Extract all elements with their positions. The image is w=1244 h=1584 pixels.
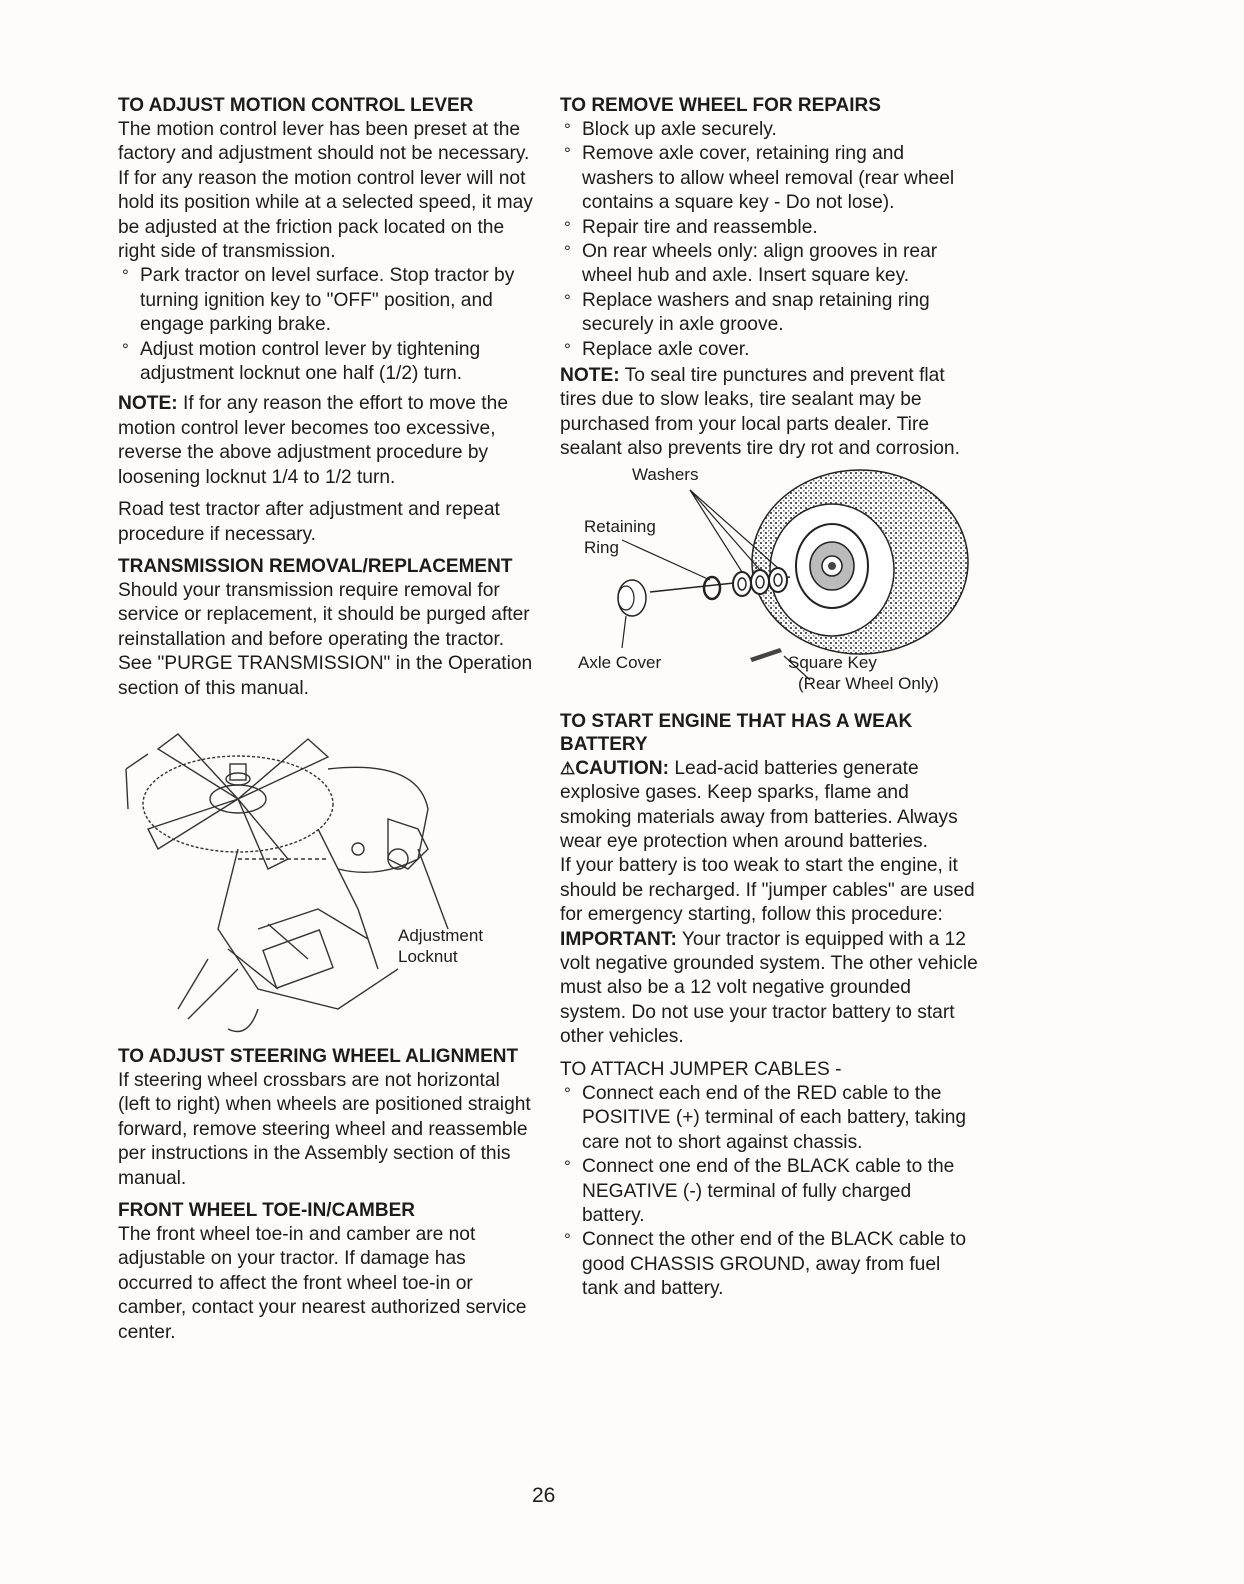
wheel-figure — [560, 462, 978, 702]
attach-cables-heading: TO ATTACH JUMPER CABLES - — [560, 1058, 842, 1080]
caution-text: Lead-acid batteries generate explosive gases. Keep sparks, flame and smoking materials away from batteries. Always wear eye protection when around batteries. — [560, 757, 958, 852]
weak-battery-heading: TO START ENGINE THAT HAS A WEAK BATTERY — [560, 710, 913, 755]
battery-paragraph: If your battery is too weak to start the engine, it should be recharged. If "jumper cables" are used for emergency starting, follow this procedure: — [560, 855, 975, 926]
axle-cover-label: Axle Cover — [578, 652, 662, 672]
transmission-figure — [118, 709, 536, 1049]
right-column — [560, 94, 978, 1304]
transmission-paragraph: Should your transmission require removal for service or replacement, it should be purged after reinstallation and before operating the tractor. See "PURGE TRANSMISSION" in the Operation section of this manual. — [118, 579, 533, 699]
important-text: Your tractor is equipped with a 12 volt negative grounded system. The other vehicle must also be a 12 volt negative grounded system. Do not use your tractor battery to start other vehicles. — [560, 928, 978, 1048]
note-label: NOTE: — [118, 393, 178, 415]
label-line: Square Key — [788, 652, 877, 672]
label-line: Adjustment — [398, 925, 484, 945]
wheel-note — [560, 364, 978, 462]
list-item: ° Park tractor on level surface. Stop tractor by turning ignition key to "OFF" position, and engage parking brake. — [118, 264, 536, 337]
list-item: ° Block up axle securely. — [560, 118, 978, 142]
motion-paragraph-2: If for any reason the motion control lever will not hold its position while at a selected speed, it may be adjusted at the friction pack located on the right side of transmission. — [118, 167, 533, 263]
motion-steps-list — [118, 264, 536, 386]
list-item: ° Connect the other end of the BLACK cable to good CHASSIS GROUND, away from fuel tank and battery. — [560, 1228, 978, 1301]
list-item: ° Connect one end of the BLACK cable to the NEGATIVE (-) terminal of fully charged battery. — [560, 1155, 978, 1228]
page-number: 26 — [532, 1484, 556, 1507]
label-line: Retaining — [584, 516, 656, 536]
steering-paragraph: If steering wheel crossbars are not horizontal (left to right) when wheels are positioned straight forward, remove steering wheel and reassemble per instructions in the Assembly section of this manual. — [118, 1069, 531, 1189]
toe-camber-paragraph: The front wheel toe-in and camber are not adjustable on your tractor. If damage has occurred to affect the front wheel toe-in or camber, contact your nearest authorized service center. — [118, 1223, 527, 1343]
remove-wheel-heading: TO REMOVE WHEEL FOR REPAIRS — [560, 95, 881, 116]
left-column — [118, 94, 536, 1353]
note-text: If for any reason the effort to move the motion control lever becomes too excessive, reverse the above adjustment procedure by loosening locknut 1/4 to 1/2 turn. — [118, 393, 508, 488]
label-line: (Rear Wheel Only) — [798, 673, 939, 693]
steering-heading: TO ADJUST STEERING WHEEL ALIGNMENT — [118, 1045, 519, 1067]
list-item: ° Adjust motion control lever by tightening adjustment locknut one half (1/2) turn. — [118, 338, 536, 387]
list-item: ° Remove axle cover, retaining ring and washers to allow wheel removal (rear wheel contains a square key - Do not lose). — [560, 142, 978, 215]
square-key-label — [788, 652, 939, 694]
label-line: Locknut — [398, 946, 458, 966]
note-text: To seal tire punctures and prevent flat tires due to slow leaks, tire sealant may be purchased from your local parts dealer. Tire sealant also prevents tire dry rot and corrosion. — [560, 365, 960, 460]
list-item: ° Replace axle cover. — [560, 338, 978, 362]
transmission-heading: TRANSMISSION REMOVAL/REPLACEMENT — [118, 555, 513, 577]
retaining-ring-label — [584, 516, 656, 558]
label-line: Ring — [584, 537, 619, 557]
transmission-illustration — [118, 709, 518, 1049]
motion-paragraph-1: The motion control lever has been preset at the factory and adjustment should not be necessary. — [118, 119, 530, 165]
motion-paragraph-3: Road test tractor after adjustment and repeat procedure if necessary. — [118, 499, 500, 545]
warning-triangle-icon: ⚠ — [560, 758, 576, 778]
motion-control-heading: TO ADJUST MOTION CONTROL LEVER — [118, 95, 474, 116]
caution-label: CAUTION: — [575, 757, 670, 779]
washers-label: Washers — [632, 464, 699, 484]
motion-note — [118, 392, 536, 490]
important-paragraph — [560, 928, 978, 1050]
list-item: ° Replace washers and snap retaining ring securely in axle groove. — [560, 289, 978, 338]
list-item: ° On rear wheels only: align grooves in rear wheel hub and axle. Insert square key. — [560, 240, 978, 289]
note-label: NOTE: — [560, 365, 620, 387]
wheel-steps-list — [560, 118, 978, 362]
caution-paragraph — [560, 757, 978, 855]
adjustment-locknut-label — [398, 925, 483, 967]
list-item: ° Connect each end of the RED cable to the POSITIVE (+) terminal of each battery, taking care not to short against chassis. — [560, 1082, 978, 1155]
cable-steps-list — [560, 1082, 978, 1302]
toe-camber-heading: FRONT WHEEL TOE-IN/CAMBER — [118, 1199, 415, 1221]
important-label: IMPORTANT: — [560, 928, 677, 950]
list-item: ° Repair tire and reassemble. — [560, 216, 978, 240]
